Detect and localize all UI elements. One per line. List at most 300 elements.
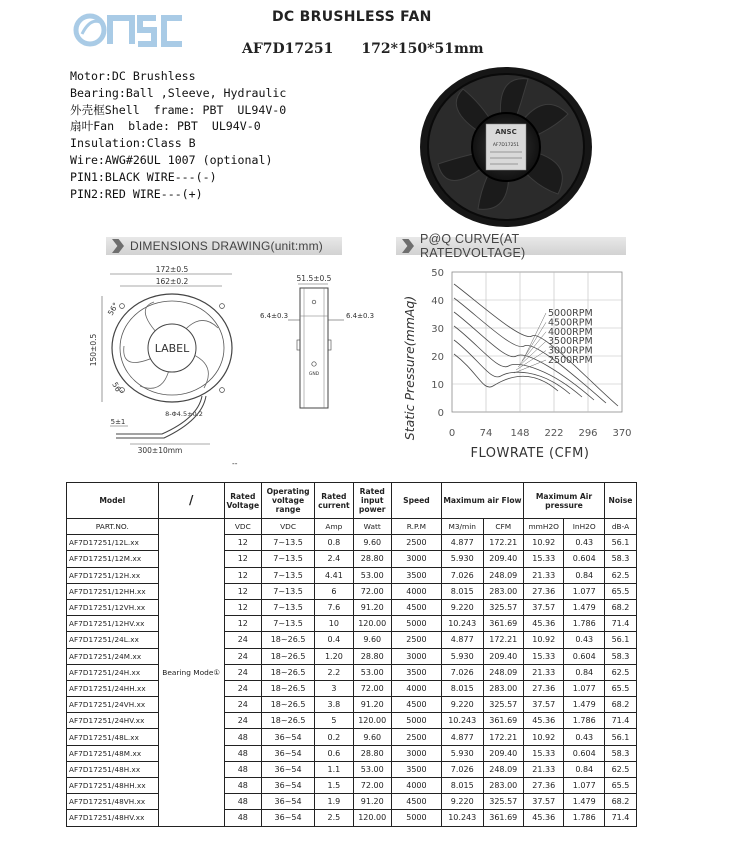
- cell-voltage-range: 36~54: [261, 810, 314, 826]
- cell-speed: 3000: [391, 551, 441, 567]
- cell-voltage-range: 7~13.5: [261, 567, 314, 583]
- table-row: [67, 648, 637, 664]
- col-model: Model: [67, 483, 159, 519]
- cell-input-power: 53.00: [353, 761, 391, 777]
- cell-noise: 65.5: [604, 583, 636, 599]
- cell-noise: 65.5: [604, 778, 636, 794]
- cell-model: AF7D17251/48H.xx: [67, 761, 159, 777]
- cell-air-flow-m3min: 10.243: [441, 713, 483, 729]
- spec-shell: 外壳框Shell frame: PBT UL94V-0: [70, 102, 287, 117]
- cell-pressure-mmh2o: 27.36: [524, 680, 564, 696]
- spec-motor: Motor:DC Brushless: [70, 69, 196, 83]
- cell-rated-voltage: 12: [224, 616, 261, 632]
- cell-model: AF7D17251/48VH.xx: [67, 794, 159, 810]
- unit-m3min: M3/min: [441, 519, 483, 535]
- spec-pin1: PIN1:BLACK WIRE---(-): [70, 169, 217, 184]
- cell-air-flow-cfm: 361.69: [483, 713, 524, 729]
- photo-label-brand: ANSC: [495, 128, 517, 136]
- cell-rated-voltage: 12: [224, 567, 261, 583]
- cell-model: AF7D17251/12HV.xx: [67, 616, 159, 632]
- cell-pressure-mmh2o: 10.92: [524, 632, 564, 648]
- col-max-air-pressure: Maximum Air pressure: [524, 483, 605, 519]
- pq-curve: [454, 354, 558, 391]
- cell-noise: 58.3: [604, 551, 636, 567]
- cell-rated-voltage: 48: [224, 761, 261, 777]
- cell-speed: 3000: [391, 648, 441, 664]
- pq-xtick: 0: [448, 428, 456, 439]
- dim-hole: 8-Φ4.5±0.2: [165, 410, 203, 418]
- cell-air-flow-cfm: 361.69: [483, 810, 524, 826]
- cell-voltage-range: 36~54: [261, 778, 314, 794]
- cell-speed: 3500: [391, 761, 441, 777]
- cell-input-power: 120.00: [353, 616, 391, 632]
- cell-model: AF7D17251/12M.xx: [67, 551, 159, 567]
- cell-noise: 71.4: [604, 616, 636, 632]
- cell-air-flow-m3min: 4.877: [441, 535, 483, 551]
- table-row: [67, 810, 637, 826]
- cell-rated-current: 2.5: [315, 810, 353, 826]
- cell-noise: 56.1: [604, 632, 636, 648]
- cell-pressure-inh2o: 1.479: [564, 794, 605, 810]
- pq-xtick: 222: [544, 428, 564, 439]
- cell-voltage-range: 36~54: [261, 794, 314, 810]
- cell-noise: 62.5: [604, 664, 636, 680]
- cell-noise: 62.5: [604, 761, 636, 777]
- pq-ytick: 20: [431, 352, 444, 363]
- cell-input-power: 9.60: [353, 729, 391, 745]
- table-row: [67, 713, 637, 729]
- cell-rated-current: 4.41: [315, 567, 353, 583]
- cell-pressure-inh2o: 0.43: [564, 632, 605, 648]
- cell-voltage-range: 7~13.5: [261, 535, 314, 551]
- cell-noise: 56.1: [604, 729, 636, 745]
- cell-rated-current: 0.2: [315, 729, 353, 745]
- cell-model: AF7D17251/24M.xx: [67, 648, 159, 664]
- col-rated-voltage: Rated Voltage: [224, 483, 261, 519]
- cell-air-flow-cfm: 248.09: [483, 761, 524, 777]
- cell-model: AF7D17251/48M.xx: [67, 745, 159, 761]
- cell-noise: 68.2: [604, 794, 636, 810]
- cell-air-flow-cfm: 325.57: [483, 697, 524, 713]
- col-rated-current: Rated current: [315, 483, 353, 519]
- cell-voltage-range: 36~54: [261, 729, 314, 745]
- cell-rated-voltage: 12: [224, 551, 261, 567]
- cell-air-flow-cfm: 172.21: [483, 729, 524, 745]
- cell-input-power: 53.00: [353, 567, 391, 583]
- unit-amp: Amp: [315, 519, 353, 535]
- cell-voltage-range: 18~26.5: [261, 664, 314, 680]
- cell-pressure-mmh2o: 37.57: [524, 697, 564, 713]
- dimensions-heading: [106, 237, 342, 255]
- cell-air-flow-m3min: 5.930: [441, 648, 483, 664]
- cell-input-power: 53.00: [353, 664, 391, 680]
- pq-plot-frame: [452, 272, 622, 412]
- spec-list: [70, 68, 286, 202]
- dim-angle-bottom: 56°: [110, 380, 125, 397]
- cell-voltage-range: 36~54: [261, 745, 314, 761]
- cell-air-flow-m3min: 7.026: [441, 567, 483, 583]
- pq-rpm-label: 5000RPM: [548, 308, 593, 319]
- dim-hole-width: 162±0.2: [155, 277, 189, 286]
- cell-rated-voltage: 48: [224, 745, 261, 761]
- cell-voltage-range: 18~26.5: [261, 680, 314, 696]
- table-row: [67, 567, 637, 583]
- cell-pressure-inh2o: 0.43: [564, 535, 605, 551]
- document-title: DC BRUSHLESS FAN: [272, 9, 432, 25]
- pq-xtick: 296: [578, 428, 598, 439]
- cell-pressure-mmh2o: 15.33: [524, 745, 564, 761]
- cell-model: AF7D17251/12H.xx: [67, 567, 159, 583]
- cell-pressure-mmh2o: 45.36: [524, 810, 564, 826]
- pq-ylabel: Static Pressure(mmAq): [402, 295, 417, 441]
- cell-air-flow-m3min: 9.220: [441, 599, 483, 615]
- cell-rated-voltage: 12: [224, 583, 261, 599]
- cell-voltage-range: 18~26.5: [261, 648, 314, 664]
- cell-air-flow-m3min: 10.243: [441, 616, 483, 632]
- cell-speed: 2500: [391, 632, 441, 648]
- table-row: [67, 583, 637, 599]
- col-speed: Speed: [391, 483, 441, 519]
- cell-input-power: 91.20: [353, 599, 391, 615]
- col-slash: /: [158, 483, 224, 519]
- cell-air-flow-m3min: 8.015: [441, 680, 483, 696]
- cell-pressure-mmh2o: 15.33: [524, 551, 564, 567]
- cell-rated-voltage: 12: [224, 535, 261, 551]
- cell-voltage-range: 7~13.5: [261, 551, 314, 567]
- cell-pressure-mmh2o: 27.36: [524, 583, 564, 599]
- cell-pressure-inh2o: 1.786: [564, 713, 605, 729]
- table-row: [67, 599, 637, 615]
- cell-speed: 3500: [391, 567, 441, 583]
- cell-pressure-mmh2o: 37.57: [524, 599, 564, 615]
- table-row: [67, 729, 637, 745]
- unit-dba: dB-A: [604, 519, 636, 535]
- pq-xtick: 74: [479, 428, 493, 439]
- side-mark: GND: [308, 372, 320, 377]
- cell-input-power: 91.20: [353, 697, 391, 713]
- cell-voltage-range: 7~13.5: [261, 599, 314, 615]
- dim-depth: 51.5±0.5: [296, 274, 332, 283]
- pq-ytick: 10: [431, 380, 444, 391]
- cell-pressure-mmh2o: 10.92: [524, 535, 564, 551]
- cell-air-flow-cfm: 283.00: [483, 583, 524, 599]
- unit-inh2o: InH2O: [564, 519, 605, 535]
- table-row: [67, 616, 637, 632]
- cell-air-flow-cfm: 248.09: [483, 664, 524, 680]
- cell-speed: 2500: [391, 729, 441, 745]
- dimensions-heading-text: DIMENSIONS DRAWING(unit:mm): [130, 239, 323, 253]
- cell-air-flow-m3min: 4.877: [441, 632, 483, 648]
- pq-ytick: 30: [431, 324, 444, 335]
- unit-mmh2o: mmH2O: [524, 519, 564, 535]
- pq-heading-text: P@Q CURVE(AT RATEDVOLTAGE): [420, 232, 526, 260]
- model-line: [242, 41, 484, 57]
- dimensions-drawing: [66, 258, 396, 468]
- cell-model: AF7D17251/24VH.xx: [67, 697, 159, 713]
- table-row: [67, 632, 637, 648]
- cell-speed: 3500: [391, 664, 441, 680]
- cell-rated-voltage: 24: [224, 713, 261, 729]
- cell-rated-voltage: 12: [224, 599, 261, 615]
- spec-pin2: PIN2:RED WIRE---(+): [70, 186, 203, 201]
- cell-model: AF7D17251/48HV.xx: [67, 810, 159, 826]
- cell-air-flow-cfm: 172.21: [483, 535, 524, 551]
- cell-pressure-mmh2o: 21.33: [524, 567, 564, 583]
- cell-pressure-inh2o: 1.786: [564, 810, 605, 826]
- cell-model: AF7D17251/12L.xx: [67, 535, 159, 551]
- cell-air-flow-m3min: 5.930: [441, 745, 483, 761]
- pq-rpm-label: 3500RPM: [548, 336, 593, 348]
- dim-wire: 300±10mm: [137, 446, 183, 455]
- unit-part-no: PART.NO.: [67, 519, 159, 535]
- cell-air-flow-cfm: 325.57: [483, 794, 524, 810]
- cell-input-power: 9.60: [353, 632, 391, 648]
- cell-rated-voltage: 48: [224, 810, 261, 826]
- cell-model: AF7D17251/48HH.xx: [67, 778, 159, 794]
- pq-ytick: 40: [431, 296, 444, 307]
- cell-pressure-inh2o: 1.479: [564, 697, 605, 713]
- col-voltage-range: Operating voltage range: [261, 483, 314, 519]
- cell-air-flow-cfm: 283.00: [483, 778, 524, 794]
- cell-rated-current: 10: [315, 616, 353, 632]
- pq-xlabel: FLOWRATE (CFM): [470, 446, 590, 461]
- cell-speed: 5000: [391, 810, 441, 826]
- cell-air-flow-m3min: 9.220: [441, 697, 483, 713]
- spec-table: [66, 482, 637, 827]
- table-row: [67, 745, 637, 761]
- cell-speed: 4500: [391, 697, 441, 713]
- cell-model: AF7D17251/48L.xx: [67, 729, 159, 745]
- table-row: [67, 664, 637, 680]
- cell-pressure-inh2o: 0.84: [564, 664, 605, 680]
- cell-pressure-mmh2o: 27.36: [524, 778, 564, 794]
- pq-curve-chart: [396, 258, 636, 468]
- cell-input-power: 28.80: [353, 551, 391, 567]
- cell-air-flow-cfm: 209.40: [483, 551, 524, 567]
- pq-xtick: 370: [612, 428, 632, 439]
- cell-speed: 4000: [391, 680, 441, 696]
- chevron-right-icon: [402, 239, 414, 253]
- cell-noise: 71.4: [604, 810, 636, 826]
- cell-pressure-mmh2o: 37.57: [524, 794, 564, 810]
- model-number: AF7D17251: [242, 41, 334, 57]
- unit-vdc-range: VDC: [261, 519, 314, 535]
- unit-cfm: CFM: [483, 519, 524, 535]
- cell-noise: 68.2: [604, 697, 636, 713]
- cell-pressure-inh2o: 0.604: [564, 648, 605, 664]
- fan-size: 172*150*51mm: [361, 41, 484, 57]
- cell-speed: 4000: [391, 583, 441, 599]
- cell-pressure-inh2o: 1.786: [564, 616, 605, 632]
- cell-input-power: 9.60: [353, 535, 391, 551]
- cell-air-flow-m3min: 7.026: [441, 664, 483, 680]
- spec-blade: 扇叶Fan blade: PBT UL94V-0: [70, 119, 261, 134]
- cell-speed: 4500: [391, 794, 441, 810]
- cell-noise: 62.5: [604, 567, 636, 583]
- cell-noise: 68.2: [604, 599, 636, 615]
- cell-noise: 56.1: [604, 535, 636, 551]
- cell-air-flow-cfm: 325.57: [483, 599, 524, 615]
- dim-dash: --: [232, 459, 238, 468]
- cell-air-flow-m3min: 8.015: [441, 583, 483, 599]
- cell-input-power: 28.80: [353, 745, 391, 761]
- pq-rpm-label: 3000RPM: [548, 345, 593, 357]
- cell-noise: 71.4: [604, 713, 636, 729]
- cell-speed: 5000: [391, 713, 441, 729]
- unit-watt: Watt: [353, 519, 391, 535]
- cell-voltage-range: 7~13.5: [261, 616, 314, 632]
- cell-air-flow-m3min: 8.015: [441, 778, 483, 794]
- cell-voltage-range: 18~26.5: [261, 713, 314, 729]
- unit-vdc: VDC: [224, 519, 261, 535]
- cell-rated-current: 3.8: [315, 697, 353, 713]
- cell-pressure-mmh2o: 15.33: [524, 648, 564, 664]
- cell-speed: 3000: [391, 745, 441, 761]
- pq-rpm-label: 4000RPM: [548, 326, 593, 338]
- cell-model: AF7D17251/24L.xx: [67, 632, 159, 648]
- cell-rated-current: 0.8: [315, 535, 353, 551]
- cell-rated-current: 5: [315, 713, 353, 729]
- cell-input-power: 28.80: [353, 648, 391, 664]
- dim-side-right: 6.4±0.3: [346, 312, 375, 320]
- table-row: [67, 680, 637, 696]
- cell-input-power: 120.00: [353, 713, 391, 729]
- cell-rated-voltage: 48: [224, 778, 261, 794]
- fan-photo: [418, 64, 594, 230]
- cell-input-power: 120.00: [353, 810, 391, 826]
- chevron-right-icon: [112, 239, 124, 253]
- cell-model: AF7D17251/12HH.xx: [67, 583, 159, 599]
- cell-voltage-range: 18~26.5: [261, 697, 314, 713]
- cell-pressure-inh2o: 0.84: [564, 761, 605, 777]
- cell-model: AF7D17251/12VH.xx: [67, 599, 159, 615]
- cell-input-power: 72.00: [353, 680, 391, 696]
- cell-model: AF7D17251/24HV.xx: [67, 713, 159, 729]
- dim-offset: 5±1: [110, 418, 126, 426]
- cell-air-flow-m3min: 7.026: [441, 761, 483, 777]
- cell-rated-voltage: 24: [224, 632, 261, 648]
- table-units-row: [67, 519, 637, 535]
- cell-rated-current: 2.4: [315, 551, 353, 567]
- cell-noise: 65.5: [604, 680, 636, 696]
- cell-air-flow-cfm: 209.40: [483, 745, 524, 761]
- cell-rated-current: 0.6: [315, 745, 353, 761]
- cell-pressure-inh2o: 0.43: [564, 729, 605, 745]
- bearing-mode-cell: Bearing Mode①: [158, 519, 224, 827]
- fan-label: LABEL: [154, 342, 190, 355]
- cell-air-flow-m3min: 5.930: [441, 551, 483, 567]
- photo-label-model: AF7D17251: [492, 143, 520, 148]
- spec-bearing: Bearing:Ball ,Sleeve, Hydraulic: [70, 85, 287, 100]
- cell-noise: 58.3: [604, 648, 636, 664]
- col-noise: Noise: [604, 483, 636, 519]
- table-row: [67, 551, 637, 567]
- cell-pressure-inh2o: 1.077: [564, 778, 605, 794]
- cell-noise: 58.3: [604, 745, 636, 761]
- cell-pressure-mmh2o: 45.36: [524, 713, 564, 729]
- pq-rpm-label: 2500RPM: [548, 355, 593, 366]
- cell-rated-current: 1.1: [315, 761, 353, 777]
- pq-heading: [396, 232, 626, 260]
- cell-pressure-inh2o: 1.077: [564, 680, 605, 696]
- table-header-row: [67, 483, 637, 519]
- cell-input-power: 91.20: [353, 794, 391, 810]
- cell-rated-voltage: 48: [224, 729, 261, 745]
- cell-model: AF7D17251/24HH.xx: [67, 680, 159, 696]
- cell-air-flow-m3min: 10.243: [441, 810, 483, 826]
- cell-rated-current: 3: [315, 680, 353, 696]
- dim-height: 150±0.5: [89, 333, 98, 367]
- cell-voltage-range: 36~54: [261, 761, 314, 777]
- cell-pressure-inh2o: 1.077: [564, 583, 605, 599]
- cell-pressure-mmh2o: 21.33: [524, 664, 564, 680]
- col-input-power: Rated input power: [353, 483, 391, 519]
- cell-pressure-inh2o: 0.604: [564, 551, 605, 567]
- table-row: [67, 794, 637, 810]
- table-row: [67, 535, 637, 551]
- cell-pressure-inh2o: 0.84: [564, 567, 605, 583]
- cell-input-power: 72.00: [353, 778, 391, 794]
- cell-rated-current: 7.6: [315, 599, 353, 615]
- pq-curve: [454, 284, 618, 406]
- cell-pressure-mmh2o: 21.33: [524, 761, 564, 777]
- dim-width: 172±0.5: [155, 265, 189, 274]
- cell-pressure-inh2o: 1.479: [564, 599, 605, 615]
- cell-air-flow-cfm: 209.40: [483, 648, 524, 664]
- cell-speed: 5000: [391, 616, 441, 632]
- cell-air-flow-m3min: 9.220: [441, 794, 483, 810]
- cell-speed: 4500: [391, 599, 441, 615]
- cell-rated-current: 1.9: [315, 794, 353, 810]
- unit-rpm: R.P.M: [391, 519, 441, 535]
- cell-air-flow-cfm: 248.09: [483, 567, 524, 583]
- cell-rated-voltage: 24: [224, 697, 261, 713]
- pq-xtick: 148: [510, 428, 530, 439]
- cell-air-flow-cfm: 361.69: [483, 616, 524, 632]
- cell-rated-current: 1.20: [315, 648, 353, 664]
- cell-pressure-mmh2o: 10.92: [524, 729, 564, 745]
- cell-input-power: 72.00: [353, 583, 391, 599]
- cell-rated-voltage: 24: [224, 648, 261, 664]
- cell-rated-current: 0.4: [315, 632, 353, 648]
- dim-angle-top: 56°: [105, 300, 121, 317]
- cell-pressure-mmh2o: 45.36: [524, 616, 564, 632]
- ansc-logo: [72, 8, 184, 52]
- cell-rated-voltage: 24: [224, 680, 261, 696]
- cell-air-flow-m3min: 4.877: [441, 729, 483, 745]
- cell-speed: 2500: [391, 535, 441, 551]
- pq-rpm-label: 4500RPM: [548, 317, 593, 329]
- cell-rated-voltage: 48: [224, 794, 261, 810]
- spec-insulation: Insulation:Class B: [70, 136, 196, 151]
- cell-rated-voltage: 24: [224, 664, 261, 680]
- table-row: [67, 761, 637, 777]
- table-row: [67, 778, 637, 794]
- cell-rated-current: 2.2: [315, 664, 353, 680]
- col-max-air-flow: Maximum air Flow: [441, 483, 523, 519]
- cell-rated-current: 1.5: [315, 778, 353, 794]
- spec-wire: Wire:AWG#26UL 1007 (optional): [70, 152, 273, 167]
- cell-voltage-range: 7~13.5: [261, 583, 314, 599]
- dim-side-left: 6.4±0.3: [260, 312, 289, 320]
- cell-rated-current: 6: [315, 583, 353, 599]
- cell-air-flow-cfm: 172.21: [483, 632, 524, 648]
- cell-model: AF7D17251/24H.xx: [67, 664, 159, 680]
- cell-voltage-range: 18~26.5: [261, 632, 314, 648]
- pq-ytick: 50: [431, 268, 444, 279]
- cell-air-flow-cfm: 283.00: [483, 680, 524, 696]
- pq-ytick: 0: [437, 408, 444, 419]
